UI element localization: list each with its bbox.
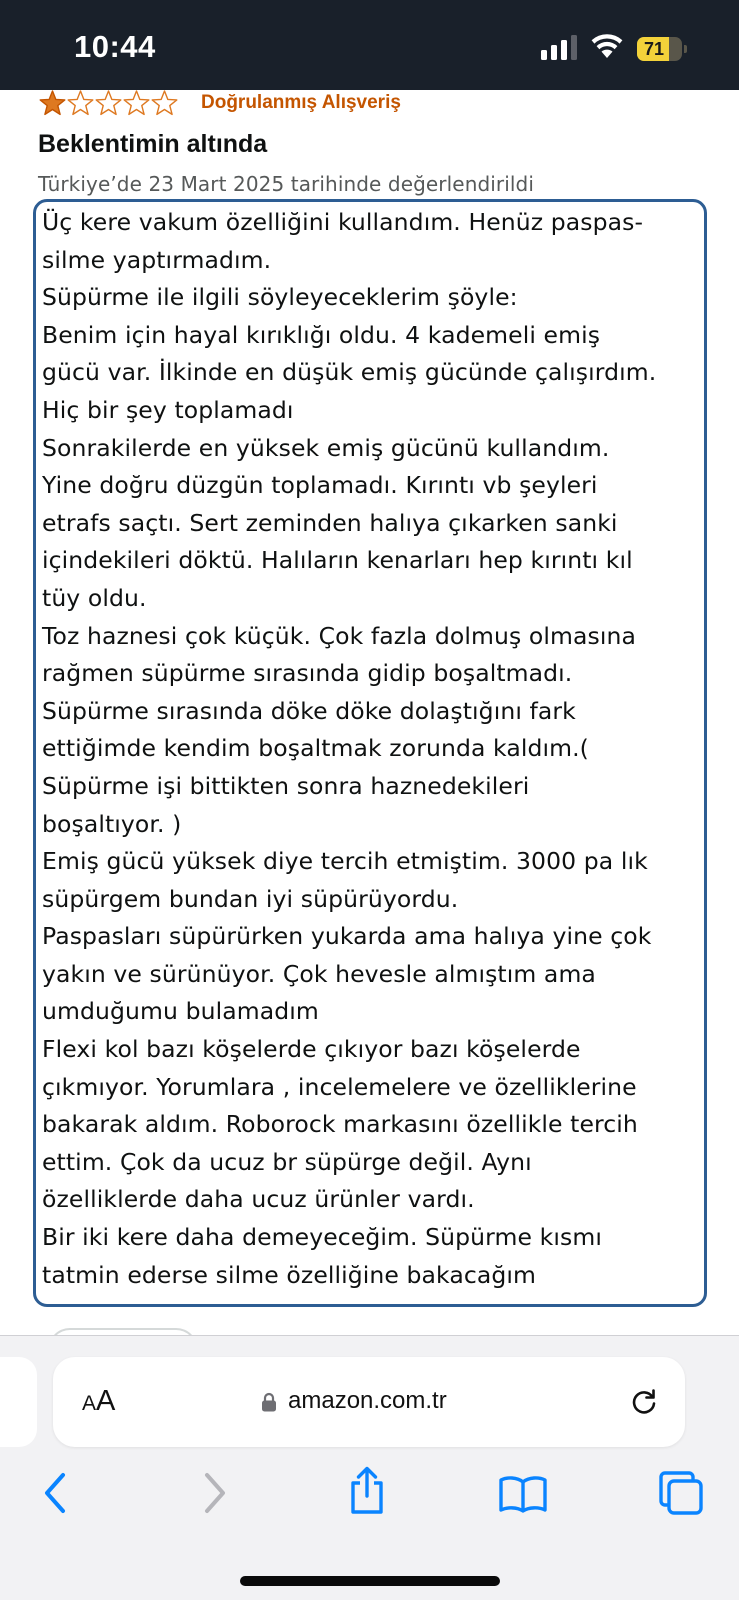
review-body-highlight (33, 199, 707, 1307)
review-body-line: Süpürme ile ilgili söyleyeceklerim şöyle: (42, 283, 518, 312)
review-body-line: Benim için hayal kırıklığı oldu. 4 kademeli emiş (42, 320, 601, 349)
text-size-big-label: A (96, 1385, 116, 1417)
signal-icon (541, 34, 577, 60)
review-title: Beklentimin altında (38, 130, 268, 158)
review-body-line: Paspasları süpürürken yukarda ama halıya yine çok (42, 922, 652, 951)
review-body (42, 204, 702, 1294)
reload-icon[interactable] (628, 1386, 660, 1418)
review-body-line: bakarak aldım. Roborock markasını özellikle tercih (42, 1110, 638, 1139)
review-body-line: gücü var. İlkinde en düşük emiş gücünde çalışırdım. (42, 358, 657, 387)
share-icon[interactable] (347, 1466, 387, 1516)
review-body-line: silme yaptırmadım. (42, 245, 272, 274)
status-time: 10:44 (74, 29, 156, 64)
review-body-line: etrafs saçtı. Sert zeminden halıya çıkarken sanki (42, 508, 618, 537)
review-body-line: Sonrakilerde en yüksek emiş gücünü kullandım. (42, 433, 610, 462)
status-bar (0, 0, 739, 90)
review-body-line: boşaltıyor. ) (42, 809, 182, 838)
review-body-line: Süpürme işi bittikten sonra haznedekileri (42, 771, 530, 800)
review-body-line: süpürgem bundan iyi süpürüyordu. (42, 884, 459, 913)
lock-icon (261, 1392, 277, 1412)
wifi-icon (590, 32, 624, 60)
review-body-line: özelliklerde daha ucuz ürünler vardı. (42, 1185, 475, 1214)
review-body-line: ettim. Çok da ucuz br süpürge değil. Aynı (42, 1147, 532, 1176)
back-icon[interactable] (42, 1472, 68, 1514)
text-size-button[interactable] (82, 1385, 115, 1418)
previous-tab-preview[interactable] (0, 1357, 37, 1447)
review-body-line: umduğumu bulamadım (42, 997, 319, 1026)
review-body-line: tatmin ederse silme özelliğine bakacağım (42, 1260, 536, 1289)
review-body-line: Yine doğru düzgün toplamadı. Kırıntı vb şeyleri (42, 471, 598, 500)
battery-percent: 71 (643, 39, 665, 59)
star-rating (38, 89, 178, 117)
url-text[interactable]: amazon.com.tr (288, 1387, 447, 1414)
bookmarks-icon[interactable] (498, 1474, 548, 1514)
star-empty-icon (94, 89, 123, 117)
home-indicator[interactable] (240, 1576, 500, 1586)
review-body-line: rağmen süpürme sırasında gidip boşaltmadı. (42, 659, 573, 688)
review-body-line: Toz haznesi çok küçük. Çok fazla dolmuş olmasına (42, 621, 636, 650)
review-date: Türkiye’de 23 Mart 2025 tarihinde değerlendirildi (38, 172, 535, 196)
review-body-line: Emiş gücü yüksek diye tercih etmiştim. 3000 pa lık (42, 847, 648, 876)
review-body-line: içindekileri döktü. Halıların kenarları hep kırıntı kıl (42, 546, 633, 575)
review-body-line: Bir iki kere daha demeyeceğim. Süpürme kısmı (42, 1223, 602, 1252)
battery-icon (637, 37, 687, 61)
review-body-line: Hiç bir şey toplamadı (42, 395, 294, 424)
review-body-line: Süpürme sırasında döke döke dolaştığını fark (42, 696, 576, 725)
star-filled-icon (38, 89, 67, 117)
review-body-line: yakın ve sürünüyor. Çok hevesle almıştım ama (42, 959, 596, 988)
tabs-icon[interactable] (658, 1470, 704, 1516)
star-empty-icon (66, 89, 95, 117)
review-body-line: ettiğimde kendim boşaltmak zorunda kaldım.( (42, 734, 589, 763)
text-size-small-label: A (82, 1392, 97, 1415)
forward-icon[interactable] (202, 1472, 228, 1514)
review-body-line: çıkmıyor. Yorumlara , incelemelere ve özelliklerine (42, 1072, 637, 1101)
review-body-line: Üç kere vakum özelliğini kullandım. Henüz paspas- (42, 208, 644, 236)
review-body-line: Flexi kol bazı köşelerde çıkıyor bazı köşelerde (42, 1035, 581, 1064)
verified-purchase-badge[interactable]: Doğrulanmış Alışveriş (201, 92, 401, 113)
review-body-line: tüy oldu. (42, 583, 147, 612)
star-empty-icon (150, 89, 179, 117)
star-empty-icon (122, 89, 151, 117)
